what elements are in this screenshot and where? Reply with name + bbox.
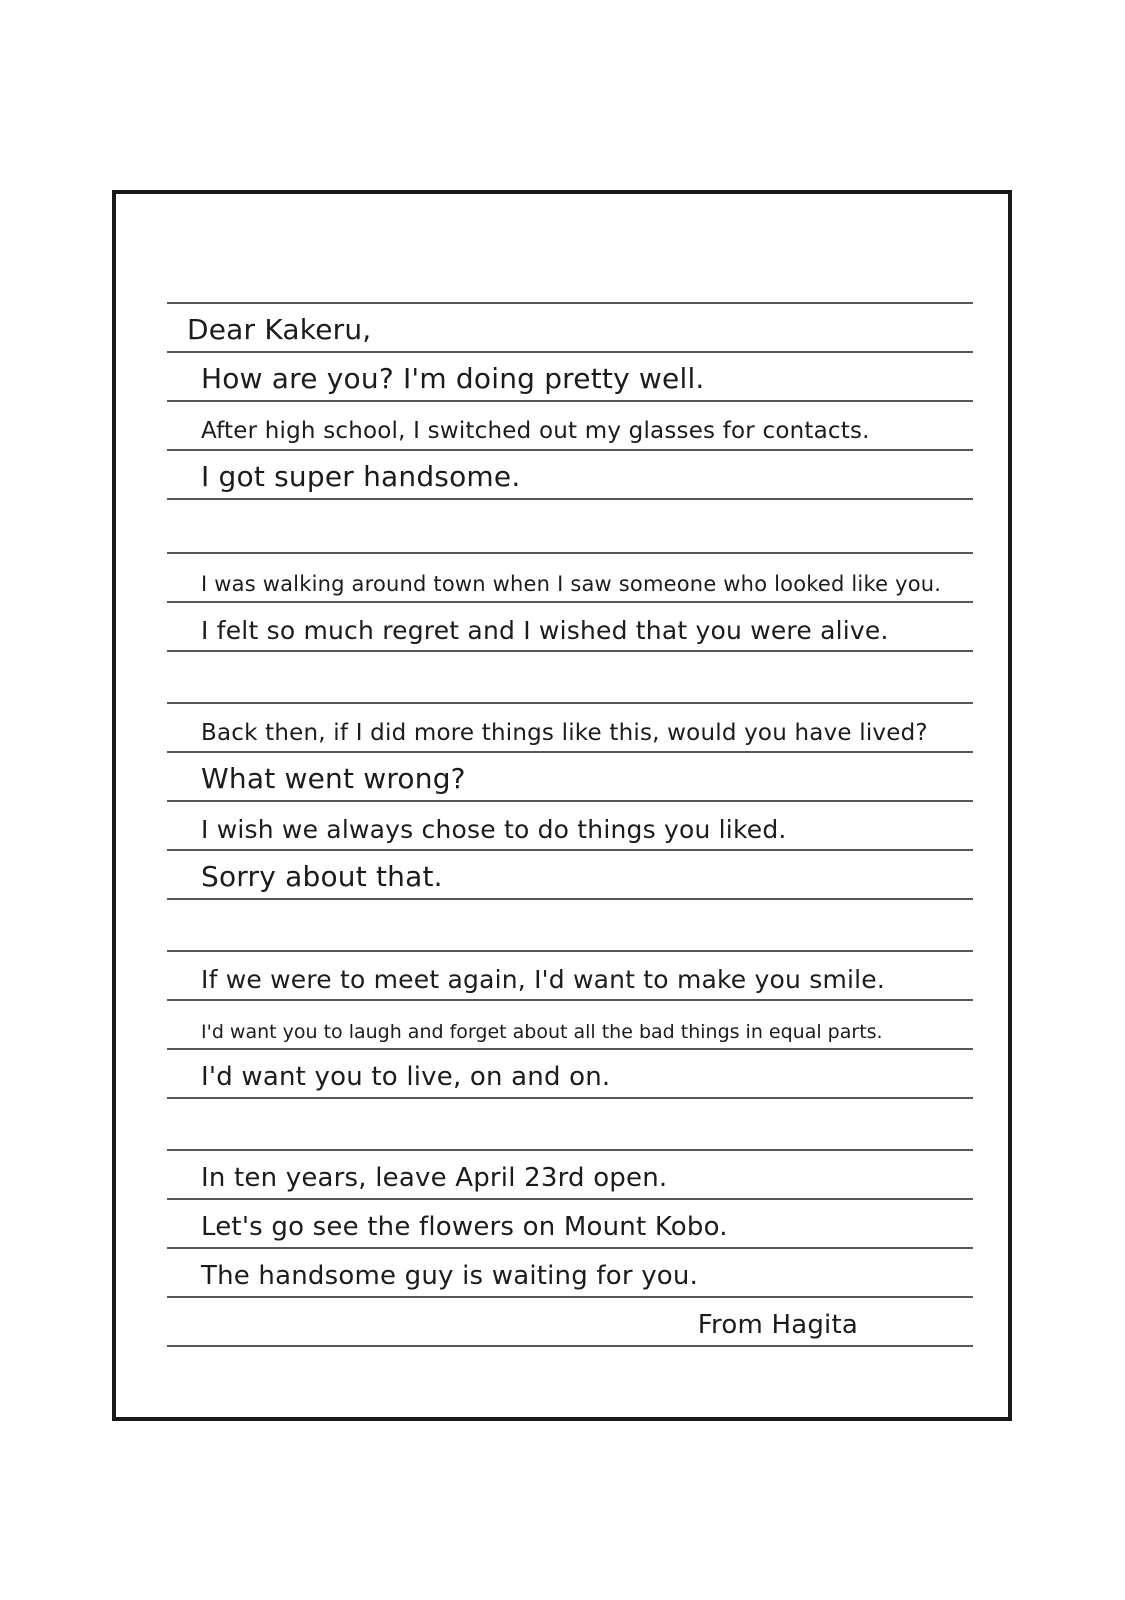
- ruled-row: [167, 802, 973, 851]
- letter-paragraph-wishes: [167, 950, 973, 1099]
- letter-line: If we were to meet again, I'd want to make you smile.: [201, 965, 886, 994]
- letter-line: What went wrong?: [201, 762, 466, 795]
- letter-line: Let's go see the flowers on Mount Kobo.: [201, 1212, 728, 1242]
- letter-line: In ten years, leave April 23rd open.: [201, 1163, 668, 1193]
- letter-paragraph-regret: [167, 552, 973, 652]
- letter-paragraph-questions: [167, 702, 973, 900]
- ruled-row: [167, 353, 973, 402]
- ruled-row: [167, 1151, 973, 1200]
- ruled-row: [167, 1249, 973, 1298]
- ruled-row: [167, 1001, 973, 1050]
- ruled-row: [167, 851, 973, 900]
- ruled-row: [167, 554, 973, 603]
- ruled-row: [167, 753, 973, 802]
- signature-line: From Hagita: [697, 1310, 858, 1340]
- letter-paragraph-greeting: [167, 302, 973, 500]
- letter-line: I'd want you to live, on and on.: [201, 1062, 611, 1092]
- letter-line: Sorry about that.: [201, 860, 443, 893]
- ruled-row: [167, 952, 973, 1001]
- letter-panel: [112, 190, 1012, 1421]
- ruled-row: [167, 451, 973, 500]
- letter-line: The handsome guy is waiting for you.: [201, 1261, 699, 1291]
- letter-line: I got super handsome.: [201, 460, 521, 493]
- letter-line: After high school, I switched out my glasses for contacts.: [201, 418, 870, 444]
- letter-paragraph-closing: [167, 1149, 973, 1347]
- ruled-row: [167, 603, 973, 652]
- letter-line: I wish we always chose to do things you liked.: [201, 815, 787, 844]
- letter-line: I felt so much regret and I wished that you were alive.: [201, 616, 889, 645]
- ruled-row: [167, 1050, 973, 1099]
- ruled-row: [167, 1200, 973, 1249]
- letter-line: Back then, if I did more things like this, would you have lived?: [201, 720, 928, 746]
- ruled-row: [167, 304, 973, 353]
- letter-line: I was walking around town when I saw someone who looked like you.: [201, 572, 942, 596]
- letter-line: Dear Kakeru,: [187, 313, 372, 346]
- ruled-row: [167, 1298, 973, 1347]
- ruled-row: [167, 704, 973, 753]
- letter-line: I'd want you to laugh and forget about all the bad things in equal parts.: [201, 1021, 883, 1043]
- letter-line: How are you? I'm doing pretty well.: [201, 362, 705, 395]
- ruled-row: [167, 402, 973, 451]
